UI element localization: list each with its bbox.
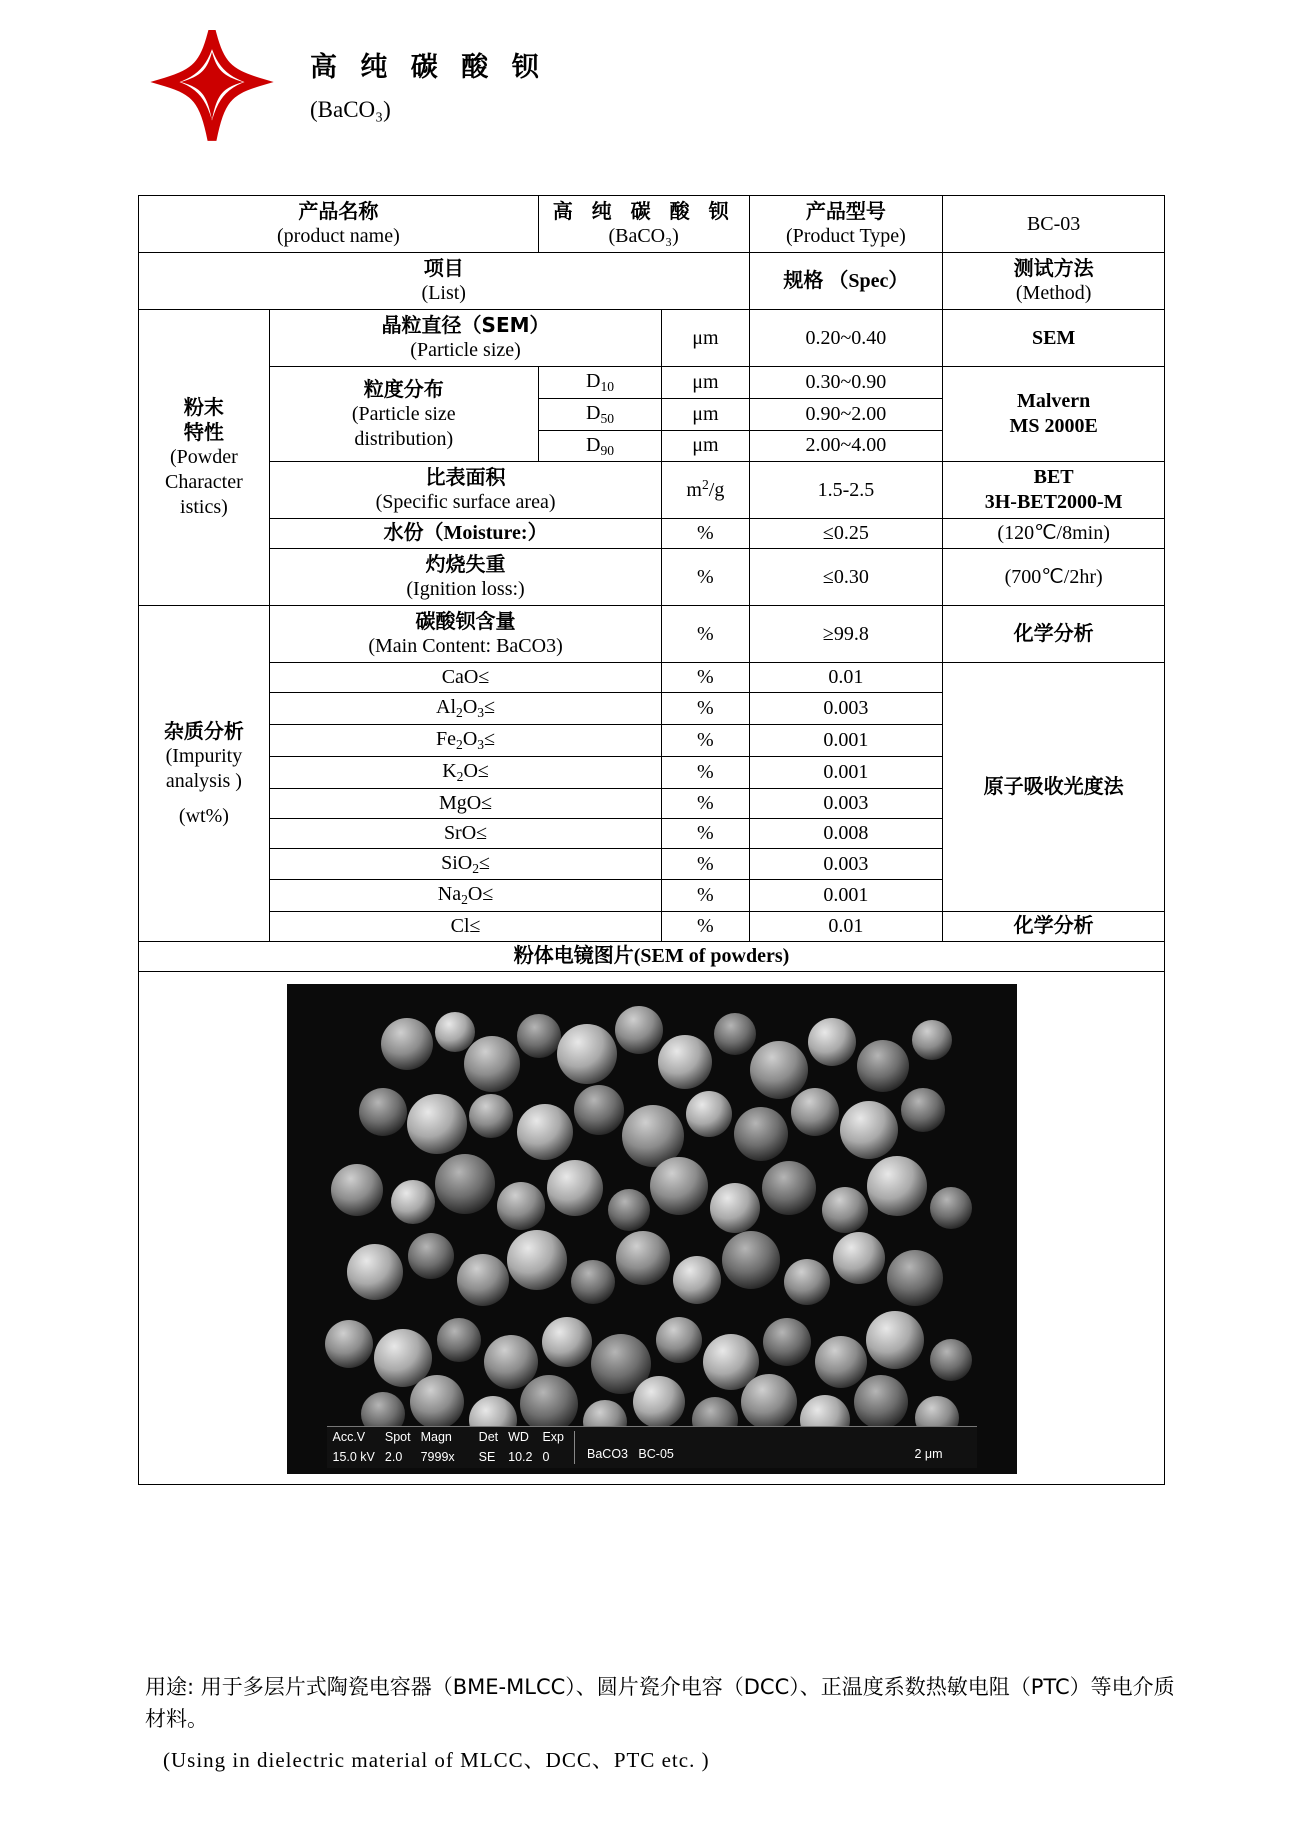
cell-unit-d10: μm bbox=[662, 367, 749, 399]
cell-item-na2o: $Na_2O\le$ bbox=[269, 880, 661, 912]
cell-item-moisture: 水份（Moisture:） bbox=[269, 519, 661, 549]
sem-exp: Exp 0 bbox=[542, 1430, 565, 1464]
cell-item-k2o: $K_2O\le$ bbox=[269, 756, 661, 788]
cell-unit-ignition-loss: % bbox=[662, 549, 749, 606]
table-row-column-headers bbox=[139, 253, 1165, 310]
cell-unit-main-content: % bbox=[662, 606, 749, 663]
table-row-d10 bbox=[139, 367, 1165, 399]
table-row-cao bbox=[139, 663, 1165, 693]
cell-list-header: 项目 (List) bbox=[139, 253, 750, 310]
cell-method-sem: SEM bbox=[943, 310, 1165, 367]
cell-unit-na2o: % bbox=[662, 880, 749, 912]
cell-item-particle-distribution: 粒度分布 (Particle size distribution) bbox=[269, 367, 538, 462]
table-row-ssa bbox=[139, 462, 1165, 519]
cell-item-cao: CaO≤ bbox=[269, 663, 661, 693]
cell-spec-k2o: 0.001 bbox=[749, 756, 943, 788]
cell-spec-cao: 0.01 bbox=[749, 663, 943, 693]
table-row-cl bbox=[139, 912, 1165, 942]
cell-sem-image bbox=[139, 972, 1165, 1485]
cell-unit-fe2o3: % bbox=[662, 725, 749, 757]
cell-item-ssa: 比表面积 (Specific surface area) bbox=[269, 462, 661, 519]
cell-method-chemical-1: 化学分析 bbox=[943, 606, 1165, 663]
cell-sem-caption: 粉体电镜图片(SEM of powders) bbox=[139, 942, 1165, 972]
usage-note-cn: 用途: 用于多层片式陶瓷电容器（BME-MLCC）、圆片瓷介电容（DCC）、正温度系数热敏电阻（PTC）等电介质材料。 bbox=[145, 1675, 1175, 1731]
sem-particles-graphic bbox=[287, 984, 1017, 1474]
cell-item-particle-size: 晶粒直径（SEM） (Particle size) bbox=[269, 310, 661, 367]
cell-unit-sio2: % bbox=[662, 848, 749, 880]
cell-item-ignition-loss: 灼烧失重 (Ignition loss:) bbox=[269, 549, 661, 606]
cell-item-al2o3: $Al_2O_3\le$ bbox=[269, 693, 661, 725]
sem-spot: Spot 2.0 bbox=[384, 1430, 411, 1464]
cell-spec-d90: 2.00~4.00 bbox=[749, 430, 943, 462]
cell-spec-moisture: ≤0.25 bbox=[749, 519, 943, 549]
table-row-sem-caption bbox=[139, 942, 1165, 972]
cell-unit-al2o3: % bbox=[662, 693, 749, 725]
cell-spec-sio2: 0.003 bbox=[749, 848, 943, 880]
page-subtitle: (BaCO₃) bbox=[310, 96, 391, 122]
cell-sub-d90: $D_{90}$ bbox=[538, 430, 662, 462]
cell-method-chemical-2: 化学分析 bbox=[943, 912, 1165, 942]
cell-method-moisture: (120℃/8min) bbox=[943, 519, 1165, 549]
sem-info-bar bbox=[327, 1426, 977, 1468]
cell-method-aas: 原子吸收光度法 bbox=[943, 663, 1165, 912]
cell-powder-group-label: 粉末 特性 (Powder Character istics) bbox=[139, 310, 270, 606]
cell-product-name-label: 产品名称 (product name) bbox=[139, 196, 539, 253]
header-text-block bbox=[310, 50, 546, 124]
cell-unit-d50: μm bbox=[662, 398, 749, 430]
sem-image-wrapper bbox=[287, 984, 1017, 1474]
cell-spec-cl: 0.01 bbox=[749, 912, 943, 942]
cell-impurity-group-label: 杂质分析 (Impurity analysis ) (wt%) bbox=[139, 606, 270, 942]
sem-scale-label: 2 μm bbox=[914, 1447, 943, 1462]
cell-sub-d10: $D_{10}$ bbox=[538, 367, 662, 399]
cell-unit-cl: % bbox=[662, 912, 749, 942]
cell-spec-main-content: ≥99.8 bbox=[749, 606, 943, 663]
cell-spec-header: 规格 （Spec） bbox=[749, 253, 943, 310]
cell-item-cl: Cl≤ bbox=[269, 912, 661, 942]
cell-spec-particle-size: 0.20~0.40 bbox=[749, 310, 943, 367]
cell-item-mgo: MgO≤ bbox=[269, 788, 661, 818]
cell-product-name-value: 高 纯 碳 酸 钡 (BaCO₃) bbox=[538, 196, 749, 253]
sem-accv: Acc.V 15.0 kV bbox=[332, 1430, 375, 1464]
cell-unit-moisture: % bbox=[662, 519, 749, 549]
cell-spec-sro: 0.008 bbox=[749, 818, 943, 848]
cell-spec-ssa: 1.5-2.5 bbox=[749, 462, 943, 519]
cell-spec-ignition-loss: ≤0.30 bbox=[749, 549, 943, 606]
cell-method-header: 测试方法 (Method) bbox=[943, 253, 1165, 310]
cell-product-type-label: 产品型号 (Product Type) bbox=[749, 196, 943, 253]
cell-item-main-content: 碳酸钡含量 (Main Content: BaCO3) bbox=[269, 606, 661, 663]
cell-method-ignition-loss: (700℃/2hr) bbox=[943, 549, 1165, 606]
cell-unit-d90: μm bbox=[662, 430, 749, 462]
table-row-ignition-loss bbox=[139, 549, 1165, 606]
sem-sample: BaCO3 BC-05 bbox=[574, 1431, 684, 1464]
cell-unit-ssa: $m^2/g$ bbox=[662, 462, 749, 519]
cell-sub-d50: $D_{50}$ bbox=[538, 398, 662, 430]
cell-unit-sro: % bbox=[662, 818, 749, 848]
four-point-star-logo bbox=[150, 30, 275, 145]
cell-spec-fe2o3: 0.001 bbox=[749, 725, 943, 757]
page-title: 高 纯 碳 酸 钡 bbox=[310, 52, 546, 84]
cell-method-malvern: Malvern MS 2000E bbox=[943, 367, 1165, 462]
sem-magn: Magn 7999x bbox=[420, 1430, 455, 1464]
sem-det: Det SE bbox=[478, 1430, 499, 1464]
table-row-sem-image bbox=[139, 972, 1165, 1485]
cell-unit-cao: % bbox=[662, 663, 749, 693]
sem-micrograph-baco3 bbox=[287, 984, 1017, 1474]
table-row-particle-size bbox=[139, 310, 1165, 367]
cell-item-sio2: SiO$_2$≤ bbox=[269, 848, 661, 880]
cell-item-fe2o3: $Fe_2O_3\le$ bbox=[269, 725, 661, 757]
cell-spec-na2o: 0.001 bbox=[749, 880, 943, 912]
table-row-moisture bbox=[139, 519, 1165, 549]
cell-spec-mgo: 0.003 bbox=[749, 788, 943, 818]
table-row-product bbox=[139, 196, 1165, 253]
document-header bbox=[150, 30, 546, 145]
cell-unit-k2o: % bbox=[662, 756, 749, 788]
cell-spec-d50: 0.90~2.00 bbox=[749, 398, 943, 430]
cell-unit-particle-size: μm bbox=[662, 310, 749, 367]
usage-notes bbox=[145, 1672, 1175, 1777]
sem-wd: WD 10.2 bbox=[508, 1430, 533, 1464]
cell-spec-al2o3: 0.003 bbox=[749, 693, 943, 725]
cell-method-bet: BET 3H-BET2000-M bbox=[943, 462, 1165, 519]
cell-spec-d10: 0.30~0.90 bbox=[749, 367, 943, 399]
cell-unit-mgo: % bbox=[662, 788, 749, 818]
usage-note-en: (Using in dielectric material of MLCC、DCC、PTC etc. ) bbox=[163, 1748, 710, 1772]
cell-product-type-value: BC-03 bbox=[943, 196, 1165, 253]
specification-table bbox=[138, 195, 1165, 1485]
cell-item-sro: SrO≤ bbox=[269, 818, 661, 848]
table-row-main-content bbox=[139, 606, 1165, 663]
